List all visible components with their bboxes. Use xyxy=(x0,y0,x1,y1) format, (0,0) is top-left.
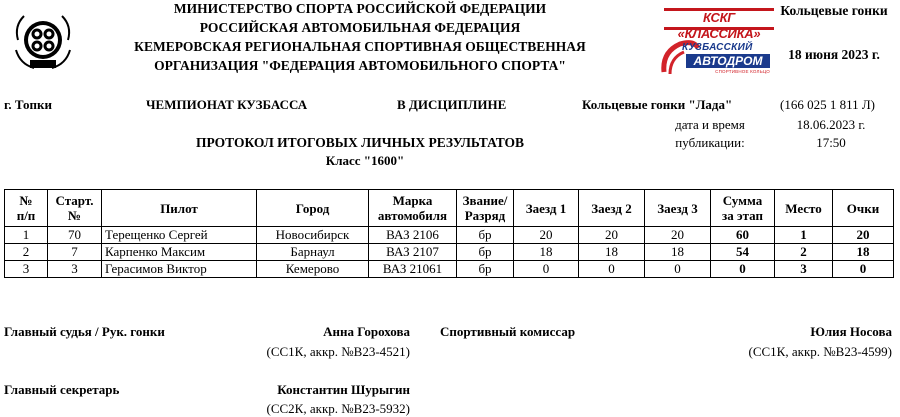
cell-num: 1 xyxy=(5,227,48,244)
cell-car: ВАЗ 21061 xyxy=(369,261,457,278)
chief-judge-cert: (СС1К, аккр. №В23-4521) xyxy=(266,344,410,359)
header-city: Город xyxy=(257,190,369,227)
publication-label-2: публикации: xyxy=(675,135,745,150)
header-race2: Заезд 2 xyxy=(579,190,645,227)
kskg-klassika-logo: КСКГ «КЛАССИКА» xyxy=(664,6,774,34)
cell-pilot: Карпенко Максим xyxy=(102,244,257,261)
championship-title: ЧЕМПИОНАТ КУЗБАССА xyxy=(146,97,308,112)
cell-race1: 0 xyxy=(514,261,579,278)
kuzbass-avtodrom-logo: КУЗБАССКИЙ АВТОДРОМ СПОРТИВНОЕ КОЛЬЦО xyxy=(660,38,770,78)
cell-race3: 0 xyxy=(645,261,711,278)
commissioner-label: Спортивный комиссар xyxy=(440,324,576,339)
cell-rank: бр xyxy=(457,261,514,278)
publication-date: 18.06.2023 г. xyxy=(796,117,866,132)
table-header-row xyxy=(5,190,894,227)
header-race1: Заезд 1 xyxy=(514,190,579,227)
cell-place: 3 xyxy=(775,261,833,278)
chief-judge-name: Анна Горохова xyxy=(323,324,410,339)
table-row xyxy=(5,244,894,261)
class-label: Класс "1600" xyxy=(325,153,405,168)
chief-secretary-name: Константин Шурыгин xyxy=(277,382,410,397)
cell-points: 20 xyxy=(833,227,894,244)
cell-race3: 18 xyxy=(645,244,711,261)
table-row xyxy=(5,227,894,244)
chief-judge-label: Главный судья / Рук. гонки xyxy=(4,324,165,339)
org-line-3: КЕМЕРОВСКАЯ РЕГИОНАЛЬНАЯ СПОРТИВНАЯ ОБЩЕСТВЕННАЯ xyxy=(134,39,586,54)
chief-secretary-cert: (СС2К, аккр. №В23-5932) xyxy=(266,401,410,416)
org-line-2: РОССИЙСКАЯ АВТОМОБИЛЬНАЯ ФЕДЕРАЦИЯ xyxy=(199,20,521,35)
cell-rank: бр xyxy=(457,244,514,261)
table-row xyxy=(5,261,894,278)
header-num: № п/п xyxy=(5,190,48,227)
cell-city: Новосибирск xyxy=(257,227,369,244)
header-rank: Звание/ Разряд xyxy=(457,190,514,227)
org-line-1: МИНИСТЕРСТВО СПОРТА РОССИЙСКОЙ ФЕДЕРАЦИИ xyxy=(173,1,547,16)
chief-secretary-label: Главный секретарь xyxy=(4,382,120,397)
cell-num: 3 xyxy=(5,261,48,278)
event-date: 18 июня 2023 г. xyxy=(788,47,880,62)
cell-start: 7 xyxy=(48,244,102,261)
cell-pilot: Терещенко Сергей xyxy=(102,227,257,244)
cell-place: 2 xyxy=(775,244,833,261)
cell-car: ВАЗ 2107 xyxy=(369,244,457,261)
cell-car: ВАЗ 2106 xyxy=(369,227,457,244)
commissioner-name: Юлия Носова xyxy=(810,324,892,339)
cell-race1: 20 xyxy=(514,227,579,244)
discipline-name: Кольцевые гонки "Лада" xyxy=(582,97,733,112)
cell-city: Кемерово xyxy=(257,261,369,278)
cell-start: 3 xyxy=(48,261,102,278)
header-start: Старт. № xyxy=(48,190,102,227)
header-points: Очки xyxy=(833,190,894,227)
cell-sum: 54 xyxy=(711,244,775,261)
federation-emblem-logo xyxy=(10,10,76,72)
cell-points: 0 xyxy=(833,261,894,278)
in-discipline-label: В ДИСЦИПЛИНЕ xyxy=(397,97,507,112)
publication-time: 17:50 xyxy=(816,135,846,150)
protocol-title: ПРОТОКОЛ ИТОГОВЫХ ЛИЧНЫХ РЕЗУЛЬТАТОВ xyxy=(195,135,525,150)
cell-race1: 18 xyxy=(514,244,579,261)
cell-race2: 0 xyxy=(579,261,645,278)
event-city: г. Топки xyxy=(4,97,52,112)
header-sum: Сумма за этап xyxy=(711,190,775,227)
cell-place: 1 xyxy=(775,227,833,244)
discipline-code: (166 025 1 811 Л) xyxy=(780,97,875,112)
cell-race2: 20 xyxy=(579,227,645,244)
org-line-4: ОРГАНИЗАЦИЯ "ФЕДЕРАЦИЯ АВТОМОБИЛЬНОГО СПОРТА" xyxy=(154,58,566,73)
cell-pilot: Герасимов Виктор xyxy=(102,261,257,278)
cell-rank: бр xyxy=(457,227,514,244)
header-pilot: Пилот xyxy=(102,190,257,227)
publication-label-1: дата и время xyxy=(675,117,745,132)
commissioner-cert: (СС1К, аккр. №В23-4599) xyxy=(748,344,892,359)
cell-race3: 20 xyxy=(645,227,711,244)
cell-points: 18 xyxy=(833,244,894,261)
cell-start: 70 xyxy=(48,227,102,244)
cell-sum: 0 xyxy=(711,261,775,278)
cell-race2: 18 xyxy=(579,244,645,261)
results-table xyxy=(4,189,894,278)
discipline-short: Кольцевые гонки xyxy=(780,3,888,18)
cell-sum: 60 xyxy=(711,227,775,244)
header-car: Марка автомобиля xyxy=(369,190,457,227)
header-race3: Заезд 3 xyxy=(645,190,711,227)
cell-num: 2 xyxy=(5,244,48,261)
cell-city: Барнаул xyxy=(257,244,369,261)
header-place: Место xyxy=(775,190,833,227)
